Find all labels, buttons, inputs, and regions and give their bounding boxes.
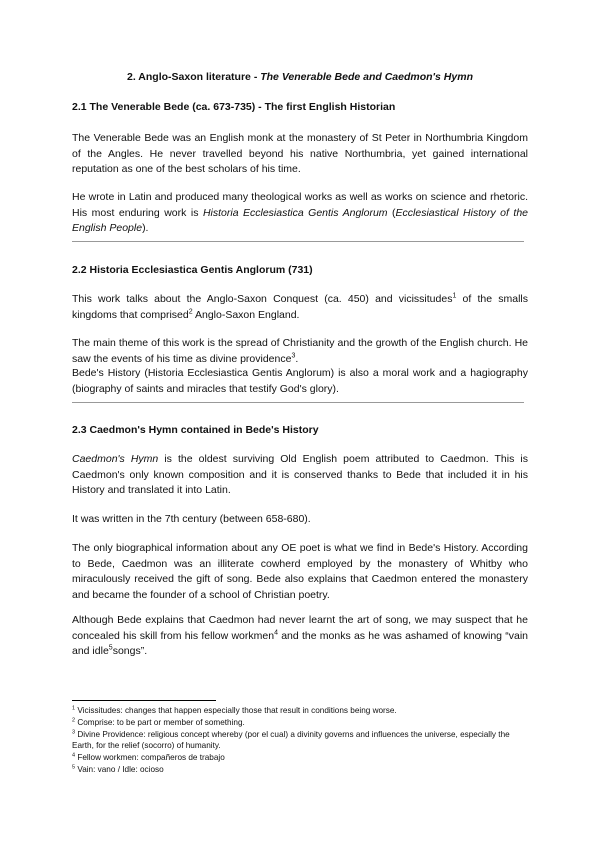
title-italic: The Venerable Bede and Caedmon's Hymn bbox=[260, 71, 473, 83]
page-title bbox=[0, 71, 600, 83]
section-heading-2-3: 2.3 Caedmon's Hymn contained in Bede's History bbox=[72, 424, 319, 436]
section-2-3-paragraph-2: It was written in the 7th century (between 658-680). bbox=[72, 513, 311, 525]
footnote-ref-1: 1 bbox=[452, 292, 457, 300]
footnote-5: $^5$ Vain: vano / Idle: ocioso bbox=[72, 764, 164, 774]
section-divider bbox=[72, 402, 524, 403]
section-divider bbox=[72, 241, 524, 242]
section-2-2-paragraph-1: This work talks about the Anglo-Saxon Conquest (ca. 450) and vicissitudes$^1$ of the smalls kingdoms that comprised$^2$ Anglo-Saxon England. bbox=[72, 292, 528, 321]
title-prefix: 2. Anglo-Saxon literature - bbox=[127, 71, 261, 83]
footnote-ref-3: 3 bbox=[291, 352, 296, 359]
section-2-1-paragraph-2: He wrote in Latin and produced many theological works as well as works on science and rhetoric. His most enduring work is Historia Ecclesiastica Gentis Anglorum (Ecclesiastical History of the English People). bbox=[72, 191, 529, 234]
footnote-ref-2: 2 bbox=[188, 308, 193, 315]
footnote-3: $^3$ Divine Providence: religious concept whereby (por el cual) a divinity governs and influences the universe, especially the Earth, for the relief (socorro) of humanity. bbox=[72, 729, 510, 750]
section-heading-2-1: 2.1 The Venerable Bede (ca. 673-735) - The first English Historian bbox=[72, 101, 396, 113]
footnote-2: $^2$ Comprise: to be part or member of something. bbox=[72, 717, 245, 727]
footnote-ref-4: 4 bbox=[274, 629, 278, 636]
section-heading-2-2: 2.2 Historia Ecclesiastica Gentis Anglorum (731) bbox=[72, 264, 313, 276]
section-2-3-paragraph-4: Although Bede explains that Caedmon had never learnt the art of song, we may suspect that he concealed his skill from his fellow workmen$^4$ and the monks as he was ashamed of knowing “vain and idle$^5$songs”. bbox=[72, 614, 529, 657]
section-2-1-paragraph-1: The Venerable Bede was an English monk at the monastery of St Peter in Northumbria Kingdom of the Angles. He never travelled beyond his native Northumbria, yet gained international reputation as one of the best scholars of his time. bbox=[72, 132, 528, 175]
footnote-4: $^4$ Fellow workmen: compañeros de trabajo bbox=[72, 752, 225, 762]
section-2-2-paragraph-2: The main theme of this work is the spread of Christianity and the growth of the English church. He saw the events of his time as divine providence$^3$. bbox=[72, 337, 528, 365]
footnote-separator bbox=[72, 700, 216, 701]
footnote-1: $^1$ Vicissitudes: changes that happen especially those that result in conditions being worse. bbox=[72, 705, 397, 715]
section-2-2-paragraph-3: Bede's History (Historia Ecclesiastica Gentis Anglorum) is also a moral work and a hagiography (biography of saints and miracles that testify God's glory). bbox=[72, 367, 528, 395]
section-2-3-paragraph-1: Caedmon's Hymn is the oldest surviving Old English poem attributed to Caedmon. This is Caedmon's only known composition and it is conserved thanks to Bede that included it in his History and translated it into Latin. bbox=[72, 453, 529, 496]
section-2-3-paragraph-3: The only biographical information about any OE poet is what we find in Bede's History. According to Bede, Caedmon was an illiterate cowherd employed by the monastery of Whitby who miraculously received the gift of song. Bede also explains that Caedmon entered the monastery and became the founder of a school of Christian poetry. bbox=[72, 542, 528, 601]
footnote-ref-5: 5 bbox=[108, 644, 113, 652]
